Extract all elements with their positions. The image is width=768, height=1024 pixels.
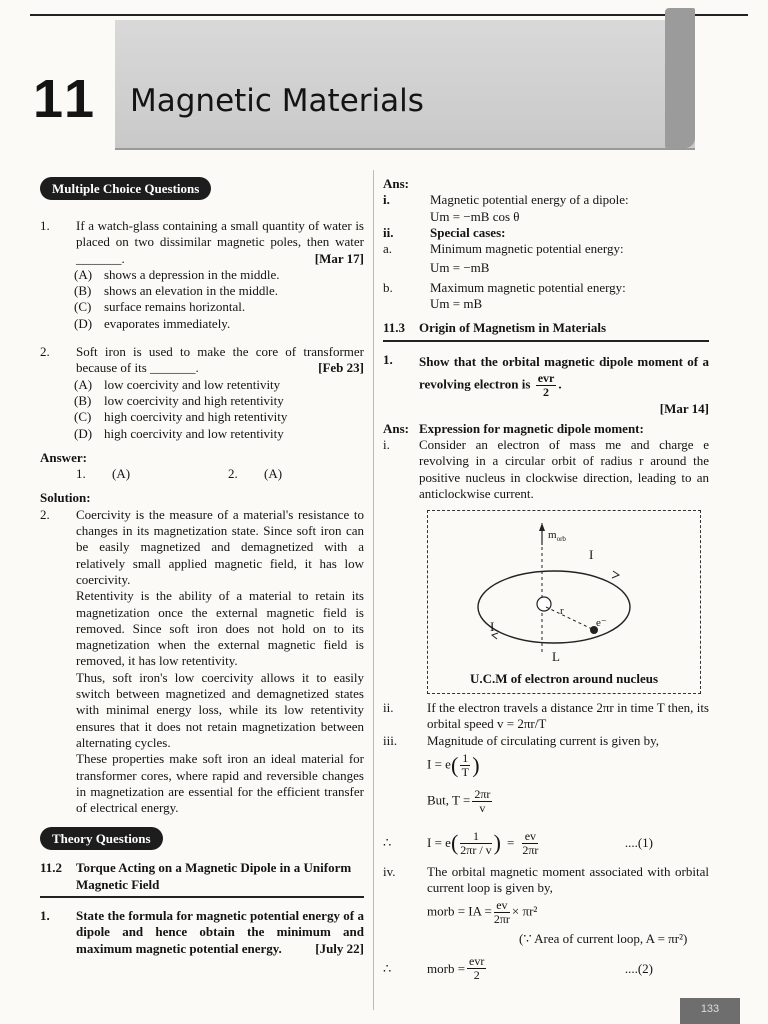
radius-line: [546, 607, 592, 629]
column-divider: [373, 170, 374, 1010]
fraction: $\frac{\text{evr}}{2}$: [537, 370, 555, 399]
point-b: b. Maximum magnetic potential energy: Um = mB: [383, 279, 626, 312]
angular-momentum-label: L: [552, 649, 560, 665]
mcq-question-1: 1. If a watch-glass containing a small quantity of water is placed on two dissimilar magnetic poles, then water _______. [Mar 17]: [40, 218, 364, 266]
equation-2: ∴ morb = $\frac{\text{evr}}{2}$ ....(2): [383, 954, 653, 983]
right-column: [383, 176, 709, 985]
mcq-heading: Multiple Choice Questions: [40, 177, 211, 200]
equation-period: But, T = $\frac{2\pi r}{v}$: [427, 787, 491, 816]
current-label-right: I: [589, 547, 594, 563]
formula: Um = −mB: [430, 260, 490, 276]
section-rule: [40, 896, 364, 898]
orbit-ellipse: [478, 571, 630, 643]
section-11-2: 11.2 Torque Acting on a Magnetic Dipole in a Uniform Magnetic Field: [40, 860, 352, 892]
mcq-options-2: [40, 377, 364, 442]
point-ii: ii. Special cases:: [383, 224, 506, 240]
solution-paragraph: These properties make soft iron an ideal material for transformer cores, where rapid and reversible changes in magnetization are essential for the efficient transfer of electrical energy.: [76, 751, 364, 816]
point-iv: iv. The orbital magnetic moment associated with orbital current loop is given by,: [383, 864, 709, 896]
top-rule: [30, 14, 748, 16]
point-i-2: i. Consider an electron of mass me and charge e revolving in a circular orbit of radius r around the positive nucleus in clockwise direction, leading to an anticlockwise current.: [383, 436, 709, 501]
theory-heading: Theory Questions: [40, 827, 163, 850]
point-iii: iii. Magnitude of circulating current is given by,: [383, 732, 660, 748]
option: (D) evaporates immediately.: [74, 315, 231, 331]
chapter-number: 11: [33, 69, 99, 129]
point-ii-2: ii. If the electron travels a distance 2πr in time T then, its orbital speed v = 2πr/T: [383, 700, 709, 732]
option: (B) low coercivity and high retentivity: [74, 392, 284, 408]
option: (C) high coercivity and high retentivity: [74, 409, 288, 425]
option: (B) shows an elevation in the middle.: [74, 283, 279, 299]
formula: Um = mB: [430, 296, 483, 312]
option: (D) high coercivity and low retentivity: [74, 425, 284, 441]
figure-caption: U.C.M of electron around nucleus: [469, 671, 659, 687]
m-orb-label: $m_{orb}$: [548, 529, 566, 544]
section-rule: [383, 340, 709, 342]
exam-tag: [July 22]: [315, 940, 364, 956]
banner-tab: [665, 8, 695, 148]
formula: Um = −mB cos θ: [430, 208, 520, 224]
radius-label: r: [560, 605, 564, 618]
orbit-figure: [427, 510, 701, 694]
exam-tag: [Feb 23]: [318, 360, 364, 376]
nucleus: [537, 597, 551, 611]
m-orb-arrowhead: [539, 523, 545, 531]
exam-tag: [Mar 17]: [314, 250, 364, 266]
answer-heading: Answer:: [40, 449, 87, 465]
equation-1: ∴ I = e ( $\frac{1}{2\pi r / v}$ ) = $\frac{ev}{2\pi r}$ ....(1): [383, 828, 653, 857]
option: (A) shows a depression in the middle.: [74, 266, 280, 282]
page-number: 133: [680, 998, 740, 1024]
ans-heading-2: Ans: Expression for magnetic dipole moment:: [383, 420, 644, 436]
mcq-options-1: [40, 267, 364, 332]
solution-paragraph: Coercivity is the measure of a material's resistance to changes in its magnetization state. Since soft iron can be easily magnetized and demagnetized with a relatively small applied magnetic field, it has low coercivity.: [76, 506, 364, 587]
chapter-title: Magnetic Materials: [130, 83, 424, 119]
answer-row: 1. (A) 2. (A): [76, 466, 283, 482]
equation-current: I = e( $\frac{1}{T}$ ): [427, 751, 480, 780]
solution-paragraph: Thus, soft iron's low coercivity allows it to easily switch between magnetized and demagnetized states with minimal energy loss, while its low retentivity ensures that it does not retain magnetization between alternating cycles.: [76, 669, 364, 750]
equation-moment: morb = IA = $\frac{ev}{2\pi r}$ × πr²: [427, 897, 538, 926]
solution-heading: Solution:: [40, 490, 91, 506]
current-label-left: I: [490, 619, 495, 635]
solution-block: 2. Coercivity is the measure of a material's resistance to changes in its magnetization state. Since soft iron can be easily magnetized and demagnetized with a relatively small applied magnetic field, it has low coercivity. Retentivity is the ability of a material to retain its magnetization once the external magnetic field is removed. Since soft iron does not hold on to its magnetization when the external magnetic field is removed, it has low retentivity. Thus, soft iron's low coercivity allows it to easily switch between magnetized and demagnetized states with minimal energy loss, while its low retentivity ensures that it does not retain magnetization between alternating cycles. These properties make soft iron an ideal material for transformer cores, where rapid and reversible changes in magnetization are essential for the efficient transfer of electrical energy.: [40, 506, 364, 816]
point-a: a. Minimum magnetic potential energy: Um = −mB: [383, 241, 624, 276]
question-text: If a watch-glass containing a small quantity of water is placed on two dissimilar magnetic poles, then water _______.: [76, 218, 364, 266]
equation-tag: ....(2): [624, 960, 653, 976]
solution-paragraph: Retentivity is the ability of a material to retain its magnetization once the external magnetic field is removed. Since soft iron does not hold on to its magnetization when the external magnetic field is removed, it has low retentivity.: [76, 588, 364, 669]
mcq-question-2: 2. Soft iron is used to make the core of transformer because of its _______. [Feb 23]: [40, 344, 364, 376]
point-i: i. Magnetic potential energy of a dipole: Um = −mB cos θ: [383, 192, 629, 224]
ans-label: Ans:: [383, 176, 410, 191]
area-note: (∵ Area of current loop, A = πr²): [519, 930, 688, 946]
option: (A) low coercivity and low retentivity: [74, 376, 281, 392]
option: (C) surface remains horizontal.: [74, 299, 246, 315]
equation-tag: ....(1): [624, 834, 653, 850]
section-11-3: 11.3 Origin of Magnetism in Materials: [383, 320, 607, 336]
question-text: Soft iron is used to make the core of transformer because of its _______.: [76, 344, 364, 376]
current-arrow-right: [612, 571, 619, 578]
theory-question-1: 1. State the formula for magnetic potential energy of a dipole and hence obtain the minimum and maximum magnetic potential energy. [July 22]: [40, 907, 364, 956]
electron-label: e⁻: [596, 617, 607, 630]
exam-tag: [Mar 14]: [659, 400, 709, 416]
theory-question-2: 1. Show that the orbital magnetic dipole moment of a revolving electron is $\frac{\text{evr}}{2}$ . [Mar 14]: [383, 352, 709, 419]
left-column: [40, 180, 364, 957]
